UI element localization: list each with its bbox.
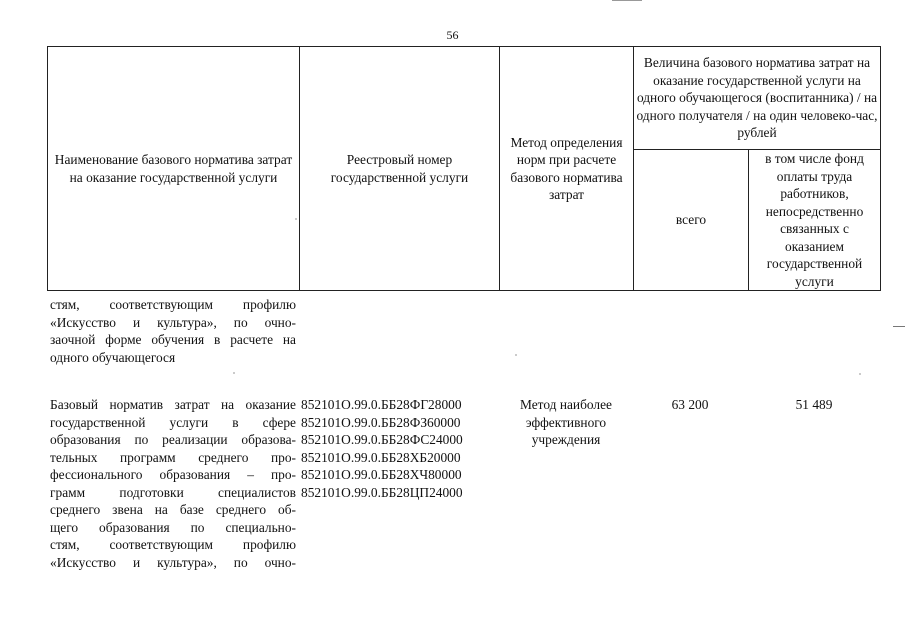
registry-code: 852101О.99.0.ББ28ХЧ80000 bbox=[301, 467, 462, 482]
text-line: заочной форме обучения в расчете на bbox=[50, 332, 296, 347]
fot-value: 51 489 bbox=[795, 397, 833, 412]
text-line: стям, соответствующим профилю bbox=[50, 297, 296, 312]
header-name-text: Наименование базового норматива затрат на оказание государственной услуги bbox=[54, 152, 293, 185]
text-line: среднего звена на базе среднего об- bbox=[50, 502, 296, 517]
text-line: грамм подготовки специалистов bbox=[50, 484, 296, 500]
registry-code: 852101О.99.0.ББ28ФС24000 bbox=[301, 432, 463, 447]
text-line: «Искусство и культура», по очно- bbox=[50, 314, 296, 330]
header-fot-text: в том числе фонд оплаты труда работников, непосредственно связанных с оказанием государственной услуги bbox=[765, 151, 864, 289]
registry-code: 852101О.99.0.ББ28ХБ20000 bbox=[301, 449, 461, 465]
text-line: щего образования по специально- bbox=[50, 519, 296, 535]
method-text: Метод наиболее эффективного учреждения bbox=[520, 397, 612, 447]
scan-artifact-mark bbox=[612, 0, 642, 1]
text-line: Базовый норматив затрат на оказание bbox=[50, 397, 296, 412]
header-value-group-cell bbox=[634, 47, 881, 150]
margin-tick-mark bbox=[893, 326, 905, 327]
header-name-cell bbox=[48, 47, 300, 291]
registry-code: 852101О.99.0.ББ28ФГ28000 bbox=[301, 397, 462, 412]
row-name-text bbox=[50, 396, 296, 571]
continuation-text bbox=[50, 296, 296, 366]
text-line: государственной услуги в сфере bbox=[50, 414, 296, 430]
header-registry-text: Реестровый номер государственной услуги bbox=[330, 152, 469, 185]
registry-code: 852101О.99.0.ББ28ФЗ60000 bbox=[301, 414, 461, 430]
registry-code: 852101О.99.0.ББ28ЦП24000 bbox=[301, 484, 463, 500]
text-line: «Искусство и культура», по очно- bbox=[50, 554, 296, 570]
header-registry-cell bbox=[300, 47, 500, 291]
scan-speck bbox=[859, 373, 861, 375]
header-fot-cell bbox=[749, 150, 881, 291]
scan-speck bbox=[233, 372, 235, 374]
text-line: одного обучающегося bbox=[50, 349, 176, 365]
header-method-text: Метод определения норм при расчете базового норматива затрат bbox=[510, 134, 623, 202]
text-line: образования по реализации образова- bbox=[50, 432, 296, 447]
header-total-text: всего bbox=[675, 212, 707, 228]
text-line: стям, соответствующим профилю bbox=[50, 537, 296, 552]
table-header bbox=[47, 46, 881, 291]
page-number: 56 bbox=[446, 28, 459, 42]
scan-speck bbox=[515, 354, 517, 356]
text-line: фессионального образования – про- bbox=[50, 467, 296, 482]
total-value: 63 200 bbox=[671, 397, 709, 412]
header-total-cell bbox=[634, 150, 749, 291]
header-value-group-text: Величина базового норматива затрат на оказание государственной услуги на одного обучающегося (воспитанника) / на одного получателя / на один человеко-час, рублей bbox=[636, 55, 878, 141]
registry-codes bbox=[301, 396, 501, 501]
header-method-cell bbox=[500, 47, 634, 291]
text-line: тельных программ среднего про- bbox=[50, 449, 296, 465]
